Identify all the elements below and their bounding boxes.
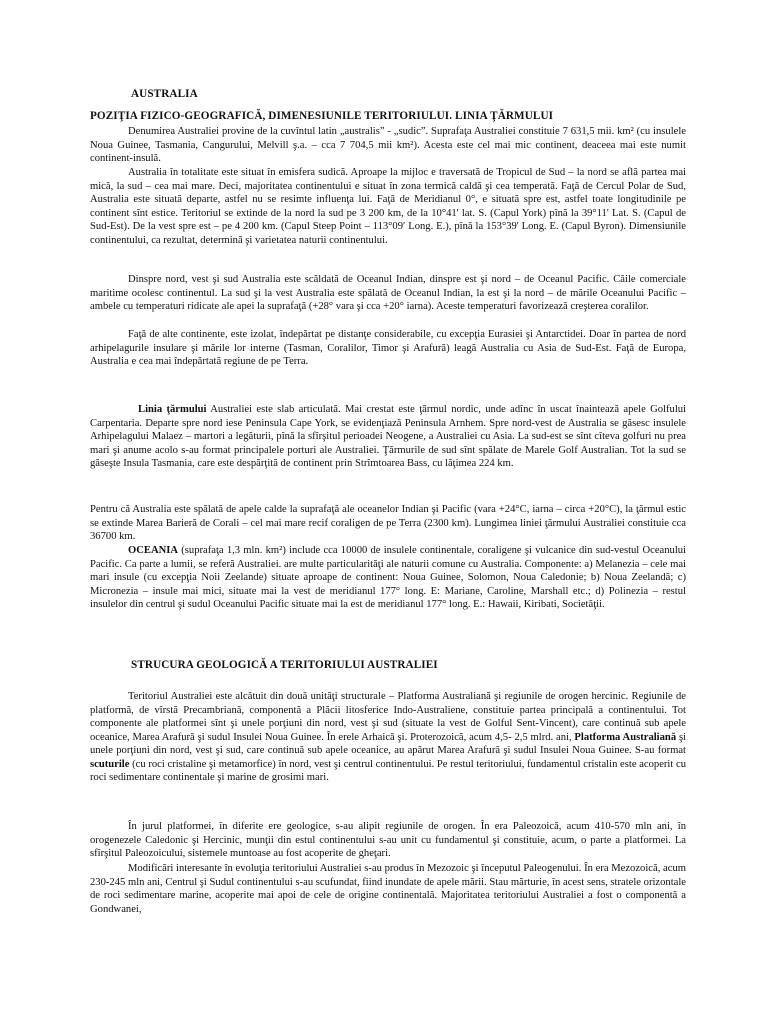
paragraph-name-area: [90, 125, 686, 166]
coastline-term: Linia ţărmului: [138, 404, 207, 415]
paragraph-isolation: [90, 328, 686, 369]
paragraph-oceans: [90, 273, 686, 314]
paragraph-text: şi unele porţiuni din nord, vest şi sud, care continuă sub apele oceanice, au apărut Marea Arafură şi sudul Insulei Noua Guinee. S-au format: [90, 731, 687, 756]
paragraph-text: (suprafaţa 1,3 mln. km²) include cca 10000 de insulele continentale, coraligene şi vulcanice din sud-vestul Oceanului Pacific. Ca parte a lumii, se referă Australiei. are multe particularităţi ale naturii comune cu Australia. Componente: a) Melanezia – cele mai mari insule (cu excepţia Noii Zeelande) situate aproape de continent: Noua Guinee, Solomon, Noua Caledonie; b) Noua Zeelandă; c) Micronezia – insule mai mici, situate mai la vest de meridianul 177° long. E: Mariane, Caroline, Marshall etc.; d) Polinezia – restul insulelor din centrul şi sudul Oceanului Pacific situate mai la est de meridianul 177° long. E.: Hawaii, Kiribati, Societăţii.: [90, 545, 686, 610]
paragraph-orogen: [90, 820, 686, 861]
platform-term: Platforma Australiană: [574, 731, 677, 743]
section-heading-position: POZIŢIA FIZICO-GEOGRAFICĂ, DIMENESIUNILE TERITORIULUI. LINIA ŢĂRMULUI: [90, 110, 554, 122]
paragraph-text: Modificări interesante în evoluţia teritoriului Australiei s-au produs în Mezozoic şi începutul Paleogenului. În era Mezozoică, acum 230-245 mln ani, Centrul şi Sudul continentului s-au scufundat, fiind inundate de apele mării. Stau mărturie, în acest sens, stratele orizontale de roci sedimentare marine, acoperite mai apoi de cele de origine continentală. Majoritatea teritoriului Australiei a fost o componentă a Gondwanei,: [90, 863, 686, 915]
oceania-term: OCEANIA: [128, 545, 179, 556]
paragraph-text: Denumirea Australiei provine de la cuvîntul latin „australis” - „sudic”. Suprafaţa Australiei constituie 7 631,5 mii. km² (cu insulele Noua Guinee, Tasmania, Cangurului, Melvill ş.a. – cca 7 704,5 mii km²). Acesta este cel mai mic continent, deaceea mai este numit continent-insulă.: [90, 126, 686, 164]
paragraph-mesozoic: [90, 862, 686, 916]
paragraph-text: (cu roci cristaline şi metamorfice) în nord, vest şi centrul continentului. Pe restul teritoriului, fundamentul cristalin este acoperit cu roci sedimentare continentale şi marine de grosimi mari.: [90, 758, 686, 783]
shields-term: scuturile: [90, 758, 130, 770]
paragraph-text: Dinspre nord, vest şi sud Australia este scăldată de Oceanul Indian, dinspre est şi nord – de Oceanul Pacific. Căile comerciale maritime ocolesc continentul. La sud şi la vest Australia este spălată de Oceanul Indian, la est şi la nord – de mările Oceanului Pacific – ambele cu temperaturi ridicate ale apei la suprafaţă (+28° vara şi cca +20° iarna). Aceste temperaturi favorizează creşterea coralilor.: [90, 274, 686, 312]
paragraph-text: Australiei este slab articulată. Mai crestat este ţărmul nordic, unde adînc în uscat înaintează apele Golfului Carpentaria. Departe spre nord iese Peninsula Cape York, se evidenţiază Peninsula Arnhem. Spre nord-vest de Australia se găsesc insulele Arhipelagului Malaez – martori a legăturii, pînă la sfîrşitul perioadei Neogene, a Australiei cu Asia. La sud-est se sînt cîteva golfuri nu prea mari şi anume acolo s-au format principalele porturi ale Australiei. Ţărmurile de sud sînt spălate de Marele Golf Australian. Tot la sud se găseşte Insula Tasmania, care este despărţită de continent prin Strîmtoarea Bass, cu lăţimea 224 km.: [90, 404, 687, 469]
paragraph-text: Australia în totalitate este situat în emisfera sudică. Aproape la mijloc e traversată de Tropicul de Sud – la nord se află partea mai mică, la sud – cea mai mare. Deci, majoritatea continentului e situat în zona termică caldă şi cea temperată. Faţă de Cercul Polar de Sud, Australia este situată departe, astfel nu se resimte influenţa lui. Faţă de Meridianul 0°, e situată spre est, astfel toate longitudinile pe continent sînt estice. Teritoriul se extinde de la nord la sud pe 3 200 km, de la 10°41' lat. S. (Capul York) pînă la 39°11' Lat. S. (Capul de Sud-Est). De la vest spre est – pe 4 200 km. (Capul Steep Point – 113°09′ Long. E.), pînă la 153°39' Long. E. (Capul Byron). Dimensiunile continentului, ca rezultat, determină şi varietatea naturii continentului.: [90, 167, 686, 246]
paragraph-location: [90, 166, 686, 247]
paragraph-text: În jurul platformei, în diferite ere geologice, s-au alipit regiunile de orogen. În era Paleozoică, acum 410-570 mln ani, în orogenezele Caledonic şi Hercinic, munţii din estul continentului s-au unit cu fundamentul şi constituie, acum, o parte a platformei. La sfîrşitul Paleozoicului, sistemele muntoase au fost acoperite de gheţari.: [90, 821, 686, 859]
paragraph-structure: [90, 690, 686, 785]
paragraph-text: Pentru că Australia este spălată de apele calde la suprafaţă ale oceanelor Indian şi Pacific (vara +24°C, iarna – circa +20°C), la ţărmul estic se extinde Marea Barieră de Corali – cel mai mare recif coraligen de pe Terra (2300 km). Lungimea liniei ţărmului Australiei constituie cca 36700 km.: [90, 504, 686, 542]
paragraph-text: Teritoriul Australiei este alcătuit din două unităţi structurale – Platforma Australiană şi regiunile de orogen hercinic. Regiunile de platformă, de vîrstă Precambriană, componentă a Plăcii litosferice Indo-Australiene, constituie partea principală a continentului. Tot componente ale platformei sînt şi unele porţiuni din nord, vest şi sud (situate la vest de Golful Sent-Vincent), care continuă sub apele oceanice, Marea Arafură şi sudul Insulei Noua Guinee. În erele Arhaică şi. Proterozoică, acum 4,5- 2,5 mlrd. ani,: [90, 691, 686, 743]
document-title: AUSTRALIA: [131, 88, 198, 100]
paragraph-coastline: [90, 403, 686, 471]
section-heading-geology: STRUCURA GEOLOGICĂ A TERITORIULUI AUSTRALIEI: [131, 659, 438, 671]
paragraph-barrier-reef: [90, 503, 686, 544]
paragraph-text: Faţă de alte continente, este izolat, îndepărtat pe distanţe considerabile, cu excepţia Eurasiei şi Antarctidei. Doar în partea de nord arhipelagurile insulare şi mările lor interne (Tasman, Coralilor, Timor şi Arafură) leagă Australia cu Asia de Sud-Est. Faţă de Europa, Australia e cea mai îndepărtată regiune de pe Terra.: [90, 329, 686, 367]
paragraph-oceania: [90, 544, 686, 612]
